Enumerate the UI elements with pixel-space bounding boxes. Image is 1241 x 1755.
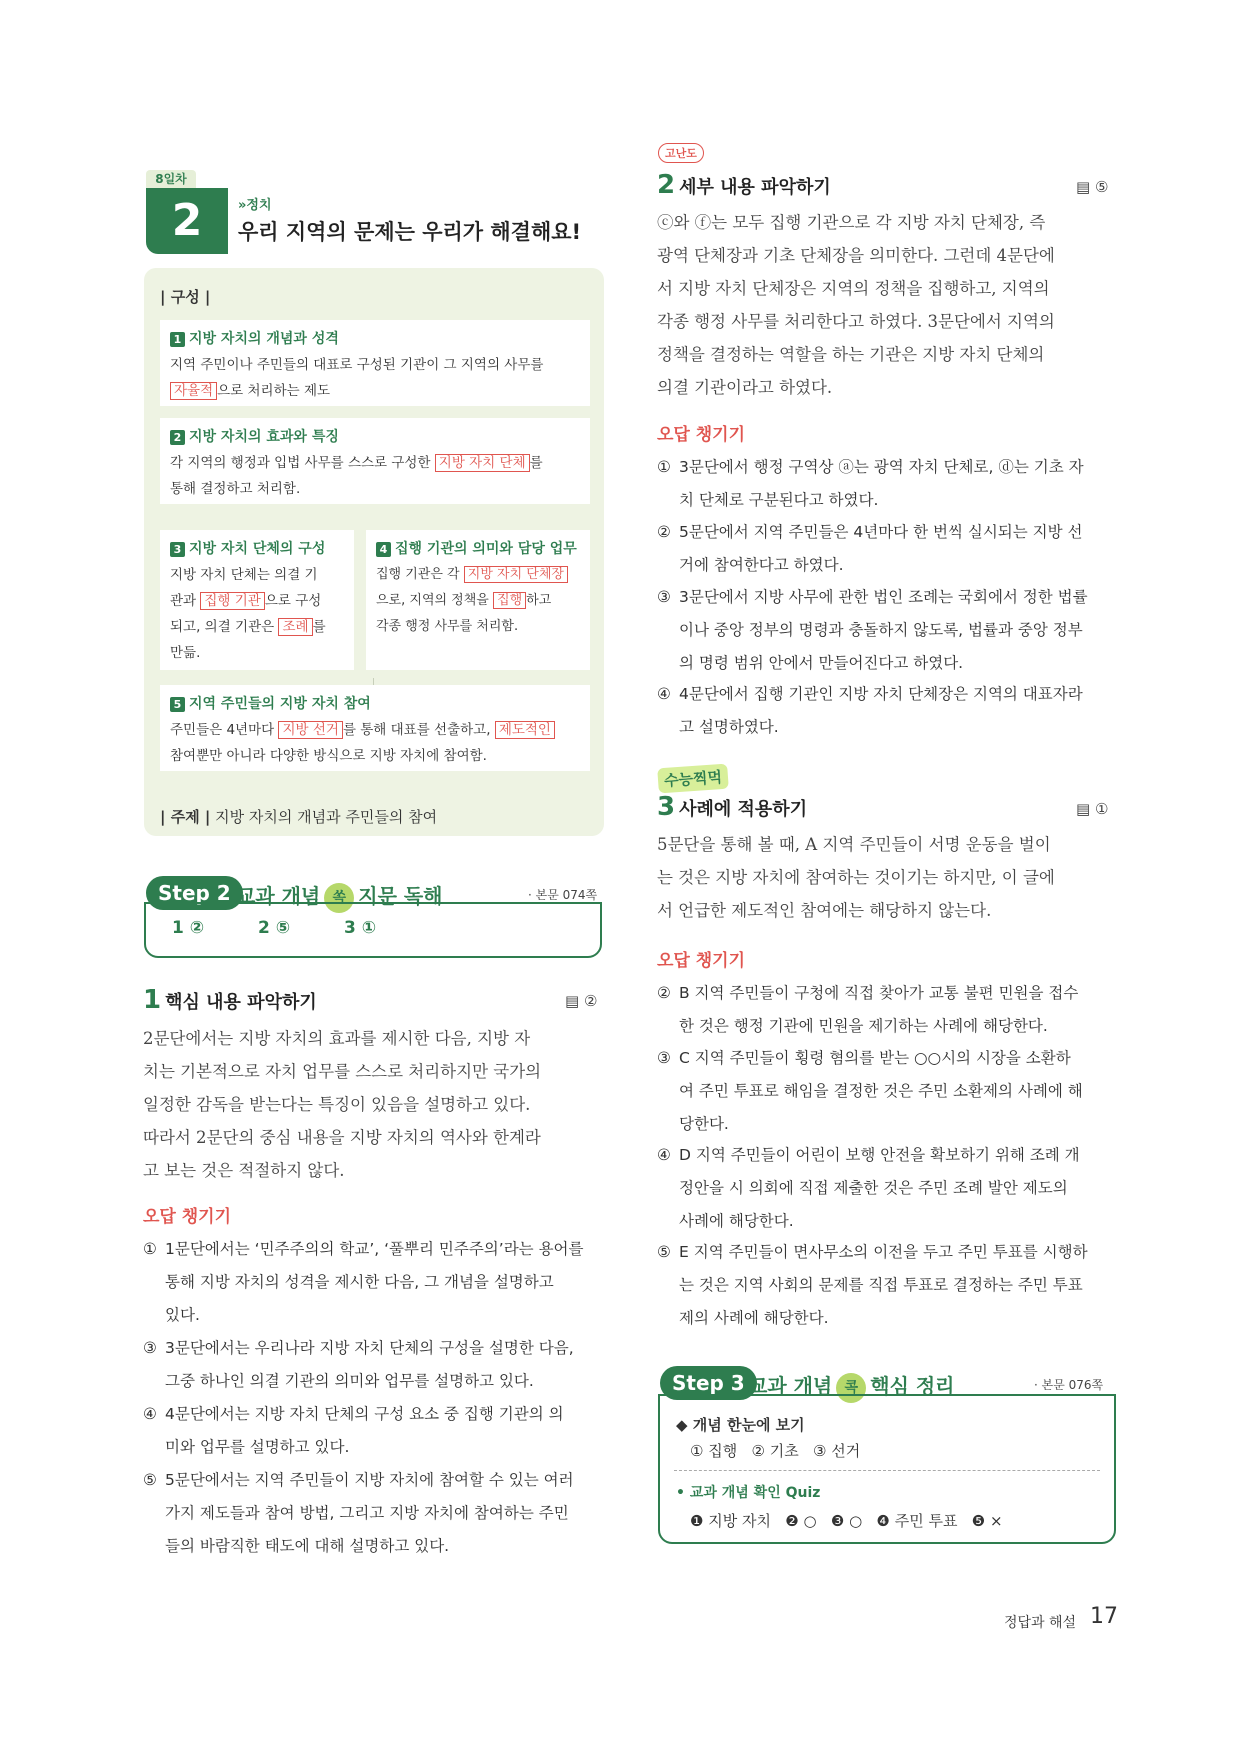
step2-title: 교과 개념 쏙 지문 독해 <box>236 880 443 913</box>
step3-title: 교과 개념 콕 핵심 정리 <box>748 1370 955 1403</box>
q3-heading: 3 사례에 적용하기 <box>657 792 808 822</box>
q1-ref: ▤ ② <box>565 992 598 1010</box>
quiz-answers: ❶ 지방 자치 ❷ ○ ❸ ○ ❹ 주민 투표 ❺ × <box>690 1512 1003 1530</box>
q1-wrong-label: 오답 챙기기 <box>143 1207 232 1227</box>
page-number: 17 <box>1090 1604 1118 1629</box>
q1-body: 2문단에서는 지방 자치의 효과를 제시한 다음, 지방 자 치는 기본적으로 자치 업무를 스스로 처리하지만 국가의 일정한 감독을 받는다는 특징이 있음을 설명하고 있다. 따라서 2문단의 중심 내용을 지방 자치의 역사와 한계라 고 보는 것은 적절하지 않다. <box>143 1029 542 1180</box>
subject-label: »정치 <box>238 198 272 213</box>
q3-wrong-3: ③ C 지역 주민들이 횡령 혐의를 받는 ○○시의 시장을 소환하 여 주민 투표로 해임을 결정한 것은 주민 소환제의 사례에 해 당한다. <box>657 1049 1083 1133</box>
q3-wrong-5: ⑤ E 지역 주민들이 면사무소의 이전을 두고 주민 투표를 시행하 는 것은 지역 사회의 문제를 직접 투표로 결정하는 주민 투표 제의 사례에 해당한다. <box>657 1243 1088 1327</box>
q2-body: ⓒ와 ⓕ는 모두 집행 기관으로 각 지방 자치 단체장, 즉 광역 단체장과 기초 단체장을 의미한다. 그런데 4문단에 서 지방 자치 단체장은 지역의 정책을 집행하고, 지역의 각종 행정 사무를 처리한다고 하였다. 3문단에서 지역의 정책을 결정하는 역할을 하는 기관은 지방 자치 단체의 의결 기관이라고 하였다. <box>657 213 1055 397</box>
step2-icon: 쏙 <box>324 883 354 913</box>
structure-card-2: 2 지방 자치의 효과와 특징 각 지역의 행정과 입법 사무를 스스로 구성한 지방 자치 단체 를 통해 결정하고 처리함. <box>160 418 590 504</box>
quiz-label: • 교과 개념 확인 Quiz <box>676 1485 821 1501</box>
structure-card-4: 4 집행 기관의 의미와 담당 업무 집행 기관은 각 지방 자치 단체장 으로, 지역의 정책을 집행 하고 각종 행정 사무를 처리함. <box>366 530 590 670</box>
q1-wrong-3: ③ 3문단에서는 우리나라 지방 자치 단체의 구성을 설명한 다음, 그중 하나인 의결 기관의 의미와 업무를 설명하고 있다. <box>143 1339 574 1390</box>
q2-ref: ▤ ⑤ <box>1076 178 1109 196</box>
structure-label: | 구성 | <box>160 288 211 306</box>
step3-badge: Step 3 <box>660 1366 757 1400</box>
q1-heading: 1 핵심 내용 파악하기 <box>143 985 317 1015</box>
step2-page: · 본문 074쪽 <box>528 888 598 902</box>
lesson-number: 2 <box>146 188 228 254</box>
day-tab: 8일차 <box>146 170 196 188</box>
q3-body: 5문단을 통해 볼 때, A 지역 주민들이 서명 운동을 벌이 는 것은 지방 자치에 참여하는 것이기는 하지만, 이 글에 서 언급한 제도적인 참여에는 해당하지 않는다. <box>657 835 1055 920</box>
step2-badge: Step 2 <box>146 876 243 910</box>
step3-icon: 콕 <box>836 1373 866 1403</box>
q3-wrong-4: ④ D 지역 주민들이 어린이 보행 안전을 확보하기 위해 조례 개 정안을 시 의회에 직접 제출한 것은 주민 조례 발안 제도의 사례에 해당한다. <box>657 1146 1080 1230</box>
q1-wrong-5: ⑤ 5문단에서는 지역 주민들이 지방 자치에 참여할 수 있는 여러 가지 제도들과 참여 방법, 그리고 지방 자치에 참여하는 주민 들의 바람직한 태도에 대해 설명하고 있다. <box>143 1471 574 1555</box>
q2-wrong-3: ③ 3문단에서 지방 사무에 관한 법인 조례는 국회에서 정한 법률 이나 중앙 정부의 명령과 충돌하지 않도록, 법률과 중앙 정부 의 명령 범위 안에서 만들어진다고 하였다. <box>657 588 1088 672</box>
q3-ref: ▤ ① <box>1076 800 1109 818</box>
q2-wrong-4: ④ 4문단에서 집행 기관인 지방 자치 단체장은 지역의 대표자라 고 설명하였다. <box>657 685 1083 736</box>
footer-label: 정답과 해설 <box>1004 1615 1077 1631</box>
structure-card-5: 5 지역 주민들의 지방 자치 참여 주민들은 4년마다 지방 선거 를 통해 대표를 선출하고, 제도적인 참여뿐만 아니라 다양한 방식으로 지방 자치에 참여함. <box>160 685 590 771</box>
q2-heading: 2 세부 내용 파악하기 <box>657 170 831 200</box>
q1-wrong-1: ① 1문단에서는 ‘민주주의의 학교’, ‘풀뿌리 민주주의’라는 용어를 통해 지방 자치의 성격을 제시한 다음, 그 개념을 설명하고 있다. <box>143 1240 584 1324</box>
lesson-title: 우리 지역의 문제는 우리가 해결해요! <box>238 220 582 244</box>
q2-wrong-2: ② 5문단에서 지역 주민들은 4년마다 한 번씩 실시되는 지방 선 거에 참여한다고 하였다. <box>657 523 1083 574</box>
structure-card-3: 3 지방 자치 단체의 구성 지방 자치 단체는 의결 기 관과 집행 기관 으로 구성 되고, 의결 기관은 조례 를 만듦. <box>160 530 354 670</box>
concept-label: ◆ 개념 한눈에 보기 <box>676 1416 805 1434</box>
structure-panel <box>144 268 604 836</box>
q2-level-badge: 고난도 <box>658 143 704 163</box>
step2-answers: 1 ② 2 ⑤ 3 ① <box>144 902 602 958</box>
theme-row: | 주제 | 지방 자치의 개념과 주민들의 참여 <box>160 808 438 826</box>
step3-box <box>658 1394 1116 1544</box>
step3-page: · 본문 076쪽 <box>1034 1378 1104 1392</box>
q2-wrong-label: 오답 챙기기 <box>657 425 746 445</box>
q3-wrong-2: ② B 지역 주민들이 구청에 직접 찾아가 교통 불편 민원을 접수 한 것은 행정 기관에 민원을 제기하는 사례에 해당한다. <box>657 984 1079 1035</box>
structure-card-1: 1 지방 자치의 개념과 성격 지역 주민이나 주민들의 대표로 구성된 기관이 그 지역의 사무를 자율적 으로 처리하는 제도 <box>160 320 590 406</box>
suneung-tag: 수능찍먹 <box>657 764 729 794</box>
concept-answers: ① 집행 ② 기초 ③ 선거 <box>690 1442 861 1460</box>
q3-wrong-label: 오답 챙기기 <box>657 951 746 971</box>
q2-wrong-1: ① 3문단에서 행정 구역상 ⓐ는 광역 자치 단체로, ⓓ는 기초 자 치 단체로 구분된다고 하였다. <box>657 458 1084 509</box>
q1-wrong-4: ④ 4문단에서는 지방 자치 단체의 구성 요소 중 집행 기관의 의 미와 업무를 설명하고 있다. <box>143 1405 564 1456</box>
